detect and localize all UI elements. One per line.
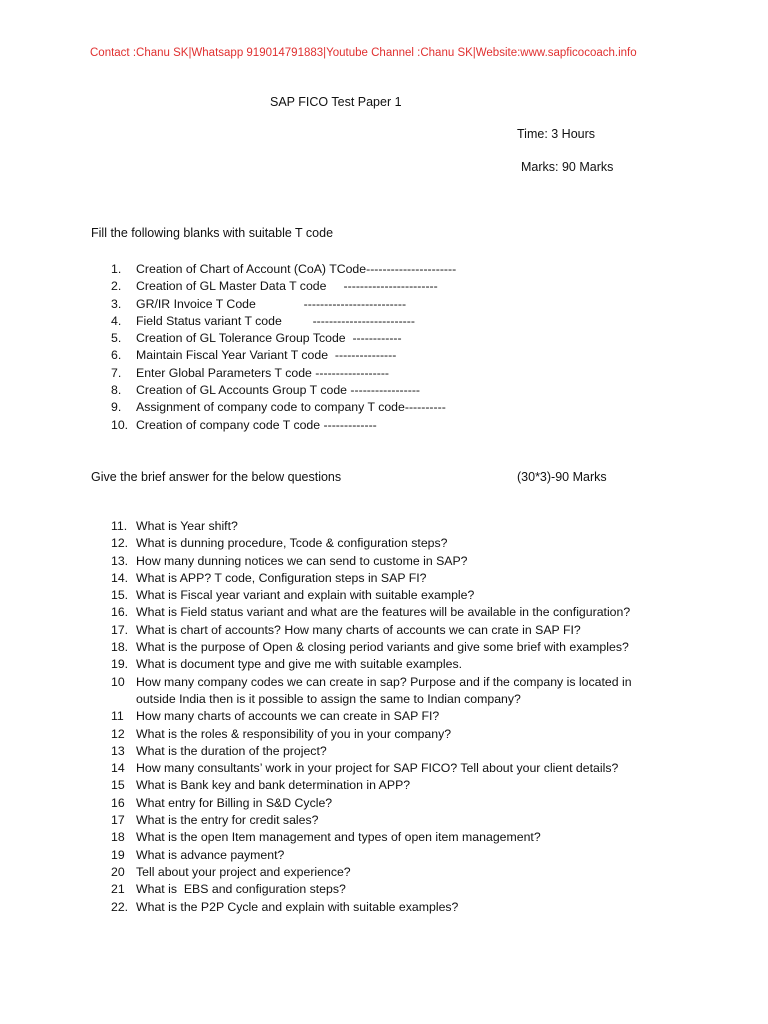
item-number: 15 <box>111 778 125 793</box>
item-number: 11 <box>111 709 124 724</box>
item-text: Field Status variant T code ------------------------- <box>136 313 415 328</box>
item-number: 17. <box>111 622 129 637</box>
item-number: 6. <box>111 348 122 363</box>
item-text: GR/IR Invoice T Code ------------------------- <box>136 296 407 311</box>
item-text: Enter Global Parameters T code ------------------ <box>136 365 390 380</box>
item-text: Creation of Chart of Account (CoA) TCode---------------------- <box>136 262 457 276</box>
item-text: What is advance payment? <box>136 847 285 862</box>
item-text: What is the entry for credit sales? <box>136 813 319 828</box>
item-number: 16 <box>111 795 125 810</box>
item-text: What is the P2P Cycle and explain with suitable examples? <box>136 899 459 914</box>
item-number: 8. <box>111 383 122 398</box>
item-number: 15. <box>111 588 129 603</box>
section1-heading: Fill the following blanks with suitable T code <box>91 226 334 240</box>
item-number: 2. <box>111 279 122 294</box>
item-number: 10. <box>111 417 129 432</box>
item-number: 17 <box>111 813 125 828</box>
item-number: 9. <box>111 400 122 415</box>
item-text: Creation of GL Tolerance Group Tcode ------------ <box>136 331 402 346</box>
item-text: What is the duration of the project? <box>136 743 327 758</box>
section2-heading: Give the brief answer for the below questions <box>91 470 342 484</box>
item-number: 10 <box>111 674 125 689</box>
item-number: 13. <box>111 553 129 568</box>
item-text: What is EBS and configuration steps? <box>136 882 346 897</box>
item-number: 19 <box>111 847 125 862</box>
item-number: 4. <box>111 313 122 328</box>
item-text: How many company codes we can create in sap? Purpose and if the company is located in <box>136 674 632 689</box>
item-text: What is document type and give me with suitable examples. <box>136 657 463 672</box>
total-marks: Marks: 90 Marks <box>521 160 614 174</box>
time-allowed: Time: 3 Hours <box>517 127 596 141</box>
paper-title: SAP FICO Test Paper 1 <box>270 95 402 109</box>
item-number: 21 <box>111 882 125 897</box>
item-text: How many dunning notices we can send to custome in SAP? <box>136 553 468 568</box>
item-text: What is the roles & responsibility of you in your company? <box>136 726 452 741</box>
item-text: What is chart of accounts? How many charts of accounts we can crate in SAP FI? <box>136 622 581 637</box>
contact-line: Contact :Chanu SK|Whatsapp 919014791883|Youtube Channel :Chanu SK|Website:www.sapficocoach.info <box>90 47 637 59</box>
item-number: 5. <box>111 331 122 346</box>
item-number: 7. <box>111 365 122 380</box>
item-number: 13 <box>111 743 125 758</box>
item-text: Assignment of company code to company T code---------- <box>136 400 446 415</box>
item-text: How many consultants’ work in your project for SAP FICO? Tell about your client details? <box>136 761 619 776</box>
item-number: 11. <box>111 519 128 533</box>
item-text: What is the purpose of Open & closing period variants and give some brief with examples? <box>136 640 629 655</box>
item-text: How many charts of accounts we can create in SAP FI? <box>136 709 440 724</box>
item-number: 1. <box>111 262 122 276</box>
item-number: 18. <box>111 640 129 655</box>
item-number: 12 <box>111 726 125 741</box>
item-number: 14. <box>111 570 129 585</box>
item-text: Tell about your project and experience? <box>136 864 351 879</box>
item-text: What is the open Item management and types of open item management? <box>136 830 541 845</box>
item-number: 16. <box>111 605 129 620</box>
item-number: 14 <box>111 761 125 776</box>
item-number: 18 <box>111 830 125 845</box>
item-text: Creation of GL Master Data T code ----------------------- <box>136 279 438 294</box>
item-text-continued: outside India then is it possible to assign the same to Indian company? <box>136 691 521 706</box>
item-text: What is Field status variant and what are the features will be available in the configuration? <box>136 605 631 620</box>
item-number: 12. <box>111 536 129 551</box>
item-text: Creation of company code T code ------------- <box>136 417 377 432</box>
item-text: What is Bank key and bank determination in APP? <box>136 778 411 793</box>
section2-marks: (30*3)-90 Marks <box>517 470 607 484</box>
item-number: 20 <box>111 864 125 879</box>
item-number: 19. <box>111 657 129 672</box>
item-text: What is dunning procedure, Tcode & configuration steps? <box>136 536 448 551</box>
item-text: What is APP? T code, Configuration steps in SAP FI? <box>136 570 427 585</box>
item-text: What entry for Billing in S&D Cycle? <box>136 795 333 810</box>
item-number: 22. <box>111 899 129 914</box>
item-text: Creation of GL Accounts Group T code ----------------- <box>136 383 421 398</box>
item-number: 3. <box>111 296 122 311</box>
item-text: What is Fiscal year variant and explain with suitable example? <box>136 588 475 603</box>
item-text: Maintain Fiscal Year Variant T code --------------- <box>136 348 397 363</box>
item-text: What is Year shift? <box>136 519 238 533</box>
